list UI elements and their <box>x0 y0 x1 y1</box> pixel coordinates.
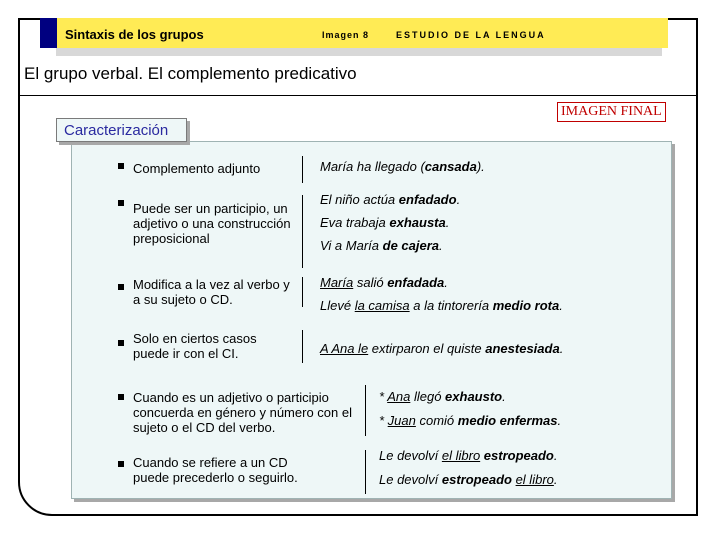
example-sentence: María salió enfadada. <box>320 275 448 290</box>
title-divider <box>20 95 696 96</box>
example-sentence: * Juan comió medio enfermas. <box>379 413 562 428</box>
caracterizacion-tab: Caracterización <box>56 118 187 142</box>
example-sentence: María ha llegado (cansada). <box>320 159 485 174</box>
list-item: Modifica a la vez al verbo y a su sujeto o CD. <box>133 277 290 307</box>
header-shadow <box>56 48 662 56</box>
example-sentence: A Ana le extirparon el quiste anestesiada. <box>320 341 564 356</box>
bullet-icon <box>118 340 124 346</box>
bullet-icon <box>118 461 124 467</box>
example-sentence: Eva trabaja exhausta. <box>320 215 450 230</box>
bullet-icon <box>118 163 124 169</box>
list-item: Complemento adjunto <box>133 161 261 176</box>
list-item: Cuando se refiere a un CD puede precederlo o seguirlo. <box>133 455 298 485</box>
separator-line <box>365 450 366 494</box>
example-sentence: * Ana llegó exhausto. <box>379 389 506 404</box>
header-accent <box>40 18 57 48</box>
example-sentence: El niño actúa enfadado. <box>320 192 461 207</box>
subject-label: ESTUDIO DE LA LENGUA <box>396 30 546 40</box>
separator-line <box>302 156 303 183</box>
page-title: El grupo verbal. El complemento predicativo <box>24 64 357 83</box>
image-label: Imagen 8 <box>322 30 370 40</box>
bullet-icon <box>118 394 124 400</box>
separator-line <box>302 277 303 307</box>
bullet-icon <box>118 200 124 206</box>
list-item: Solo en ciertos casos puede ir con el CI. <box>133 331 257 361</box>
section-title: Sintaxis de los grupos <box>65 27 204 42</box>
example-sentence: Llevé la camisa a la tintorería medio rota. <box>320 298 563 313</box>
separator-line <box>302 195 303 268</box>
bullet-icon <box>118 284 124 290</box>
example-sentence: Vi a María de cajera. <box>320 238 443 253</box>
separator-line <box>302 330 303 363</box>
example-sentence: Le devolví estropeado el libro. <box>379 472 558 487</box>
list-item: Cuando es un adjetivo o participio concuerda en género y número con el sujeto o el CD del verbo. <box>133 390 352 435</box>
example-sentence: Le devolví el libro estropeado. <box>379 448 558 463</box>
list-item: Puede ser un participio, un adjetivo o una construcción preposicional <box>133 201 291 246</box>
separator-line <box>365 385 366 436</box>
imagen-final-badge[interactable]: IMAGEN FINAL <box>557 102 666 122</box>
